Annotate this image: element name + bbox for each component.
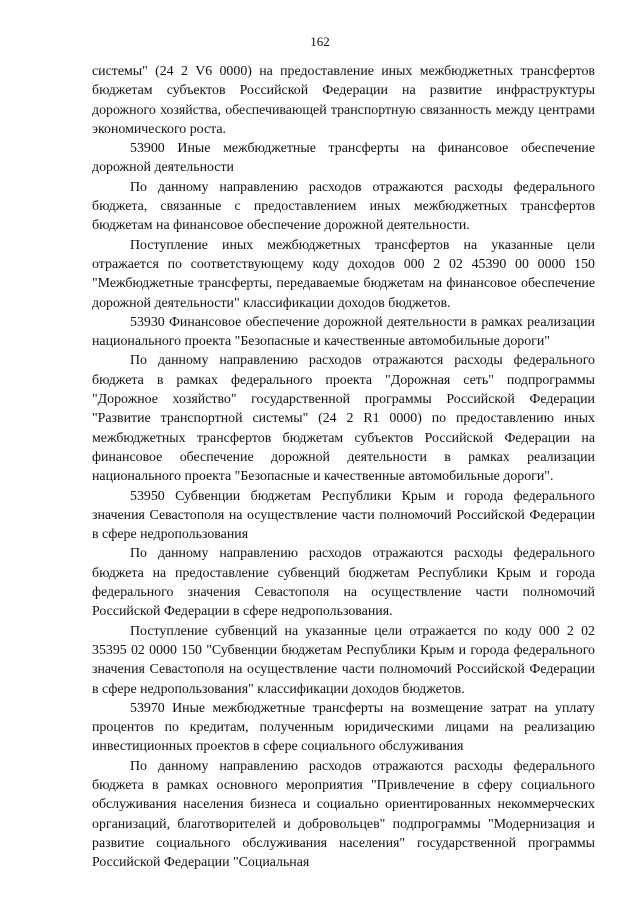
paragraph: Поступление иных межбюджетных трансфертов на указанные цели отражается по соответствующему коду доходов 000 2 02 45390 00 0000 150 "Межбюджетные трансферты, передаваемые бюджетам на финансовое обеспечение дорожной деятельности" классификации доходов бюджетов. [92, 237, 595, 311]
paragraph: Поступление субвенций на указанные цели отражается по коду 000 2 02 35395 02 0000 150 "Субвенции бюджетам Республики Крым и города федерального значения Севастополя на осуществление части полномочий Российской Федерации в сфере недропользования" классификации доходов бюджетов. [92, 623, 595, 697]
paragraph: По данному направлению расходов отражаются расходы федерального бюджета, связанные с предоставлением иных межбюджетных трансфертов бюджетам на финансовое обеспечение дорожной деятельности. [92, 179, 595, 234]
section-heading: 53950 Субвенции бюджетам Республики Крым и города федерального значения Севастополя на осуществление части полномочий Российской Федерации в сфере недропользования [92, 488, 595, 543]
section-heading: 53930 Финансовое обеспечение дорожной деятельности в рамках реализации национального проекта "Безопасные и качественные автомобильные дороги" [92, 314, 595, 350]
paragraph: По данному направлению расходов отражаются расходы федерального бюджета на предоставление субвенций бюджетам Республики Крым и города федерального значения Севастополя на осуществление части полномочий Российской Федерации в сфере недропользования. [92, 546, 595, 620]
page-number: 162 [310, 34, 330, 49]
document-body [92, 62, 595, 872]
paragraph: По данному направлению расходов отражаются расходы федерального бюджета в рамках основного мероприятия "Привлечение в сферу социального обслуживания населения бизнеса и социально ориентированных некоммерческих организаций, благотворителей и добровольцев" подпрограммы "Модернизация и развитие социального обслуживания населения" государственной программы Российской Федерации "Социальная [92, 758, 595, 871]
section-heading: 53900 Иные межбюджетные трансферты на финансовое обеспечение дорожной деятельности [92, 141, 595, 176]
paragraph: системы" (24 2 V6 0000) на предоставление иных межбюджетных трансфертов бюджетам субъектов Российской Федерации на развитие инфраструктуры дорожного хозяйства, обеспечивающей транспортную связанность между центрами экономического роста. [92, 64, 595, 137]
section-heading: 53970 Иные межбюджетные трансферты на возмещение затрат на уплату процентов по кредитам, полученным юридическими лицами на реализацию инвестиционных проектов в сфере социального обслуживания [92, 700, 595, 755]
paragraph: По данному направлению расходов отражаются расходы федерального бюджета в рамках федерального проекта "Дорожная сеть" подпрограммы "Дорожное хозяйство" государственной программы Российской Федерации "Развитие транспортной системы" (24 2 R1 0000) по предоставлению иных межбюджетных трансфертов бюджетам субъектов Российской Федерации на финансовое обеспечение дорожной деятельности в рамках реализации национального проекта "Безопасные и качественные автомобильные дороги". [92, 353, 595, 485]
